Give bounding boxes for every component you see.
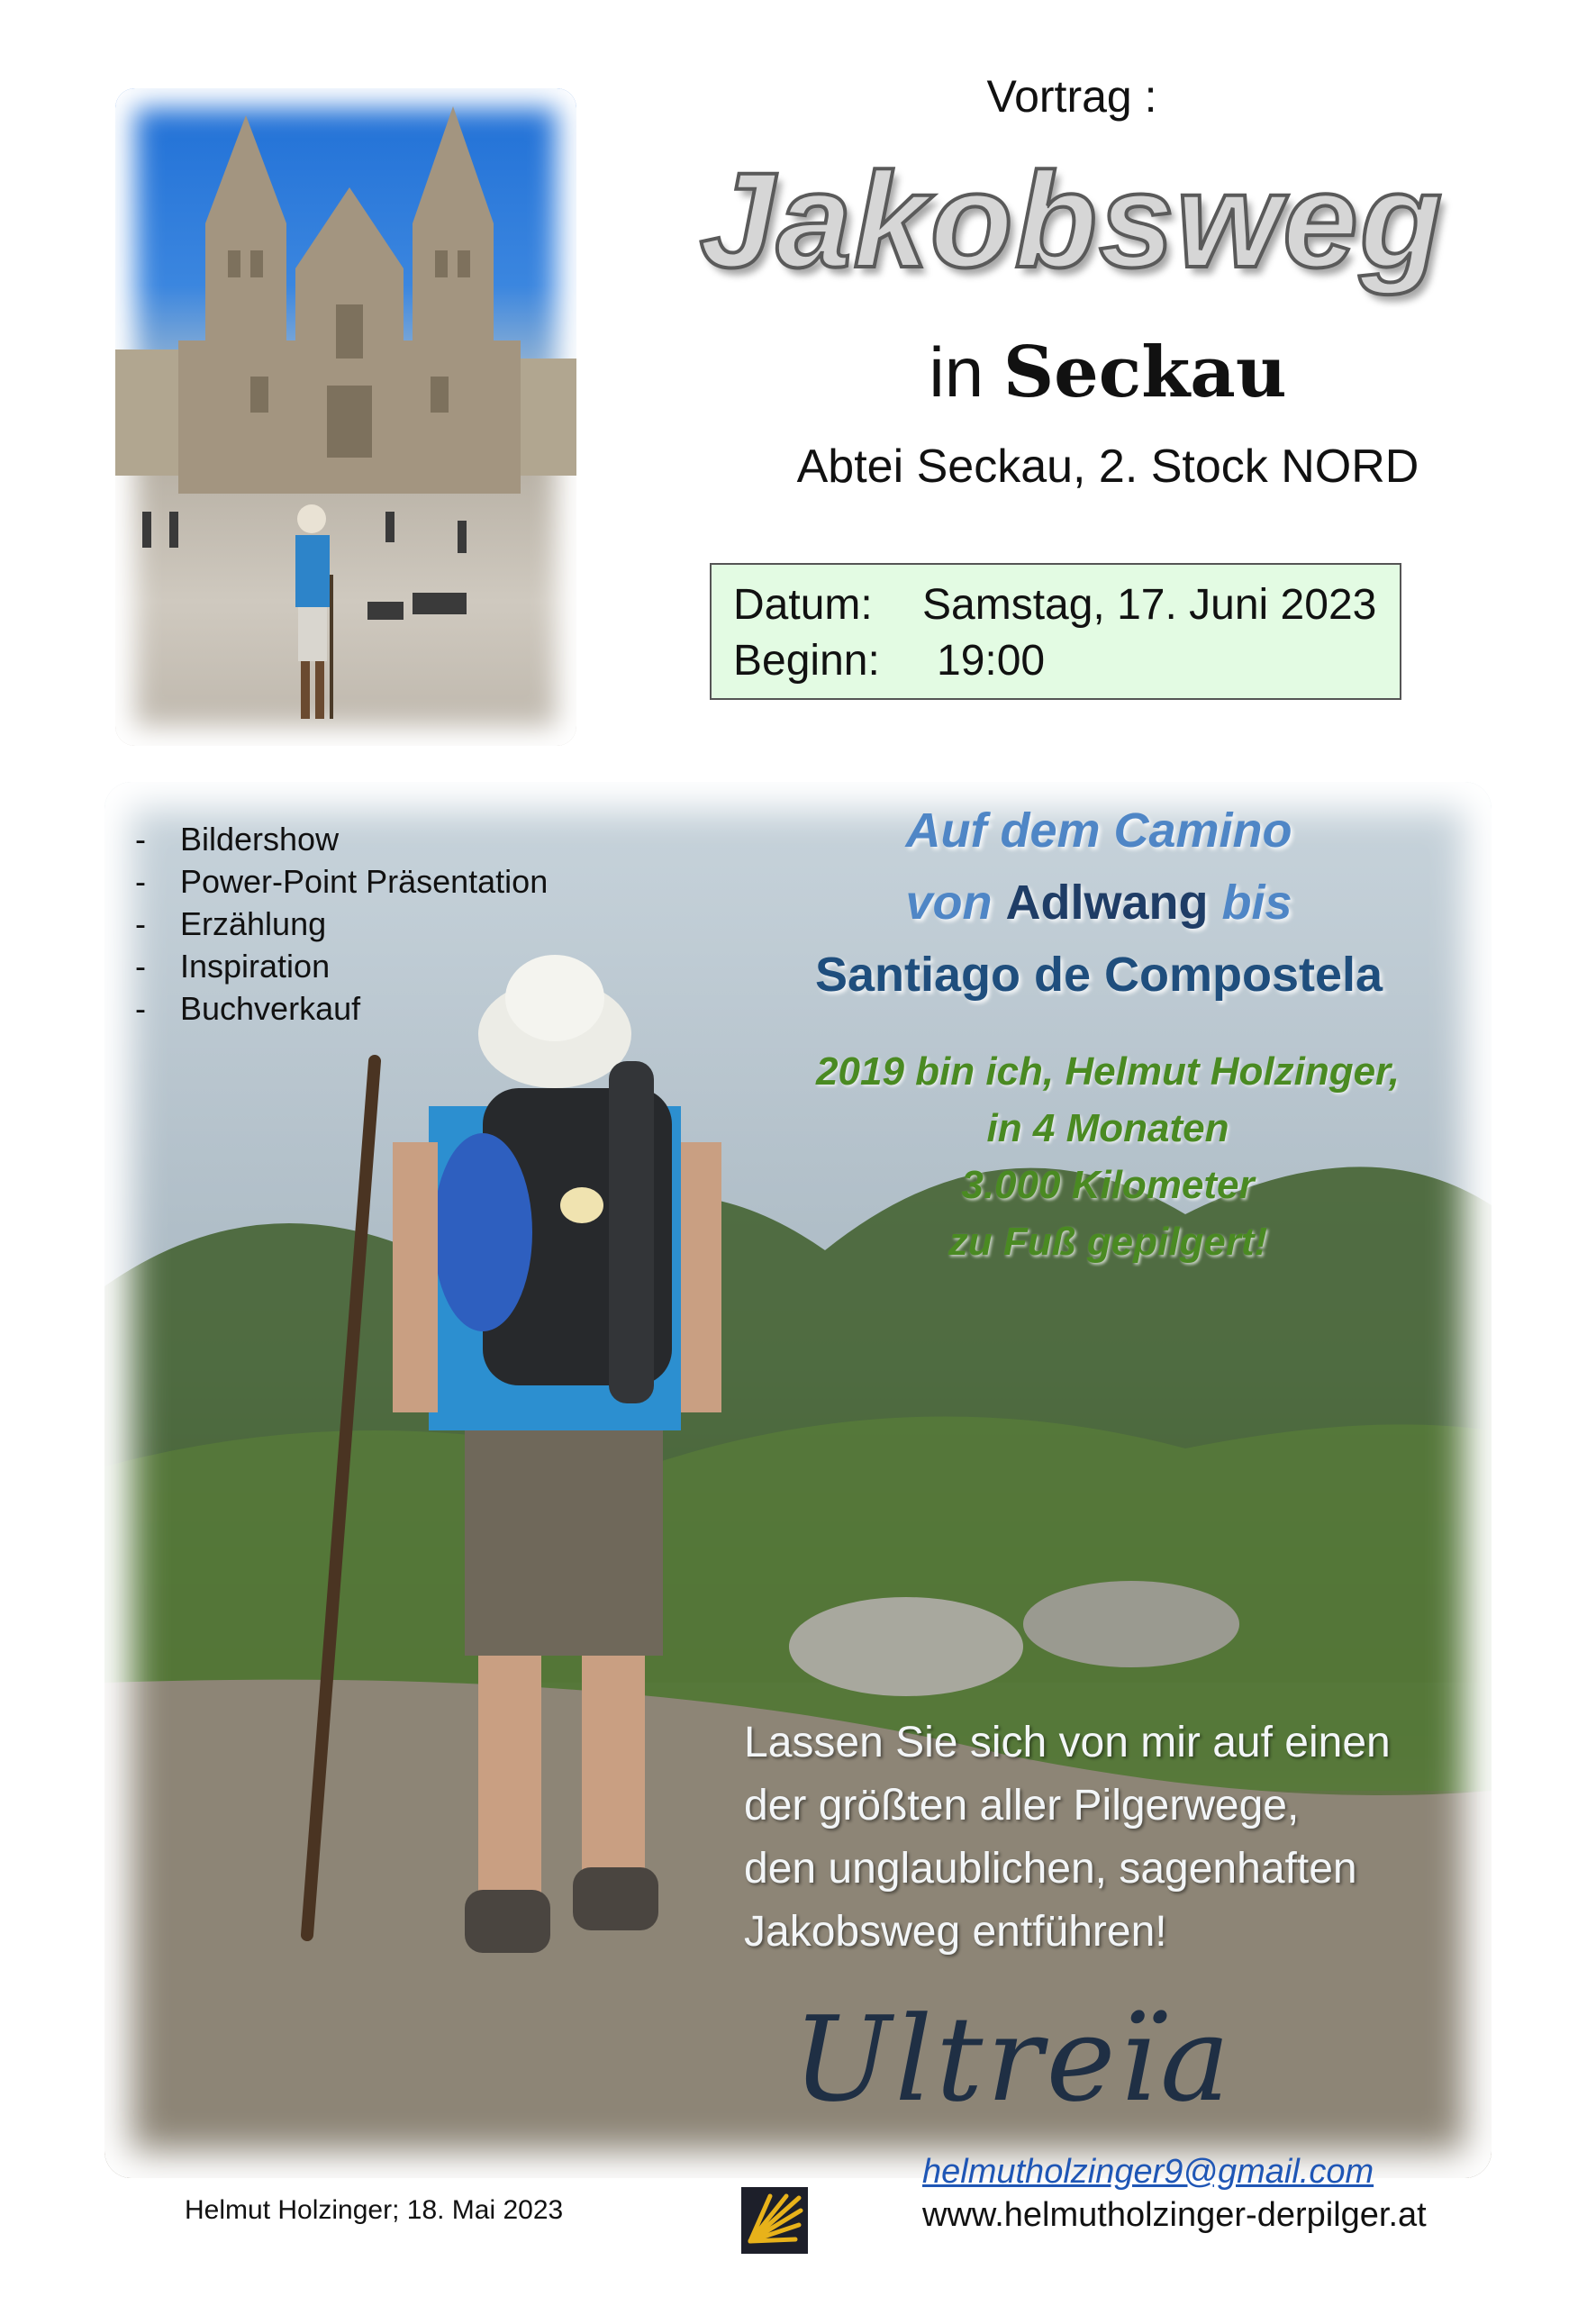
camino-von: von — [905, 876, 993, 930]
place-name: Seckau — [1002, 331, 1287, 413]
story-line-3: 3.000 Kilometer — [961, 1163, 1255, 1207]
list-item: - Erzählung — [135, 903, 548, 945]
story-line-2: in 4 Monaten — [986, 1106, 1229, 1150]
in-word: in — [929, 332, 984, 412]
list-item: - Inspiration — [135, 945, 548, 987]
date-row — [733, 577, 1378, 633]
camino-line-1: Auf dem Camino — [905, 803, 1292, 858]
location-line: Abtei Seckau, 2. Stock NORD — [796, 440, 1419, 493]
closing-greeting: Ultreïa — [793, 1991, 1234, 2128]
feature-list — [135, 818, 548, 1030]
venue-heading — [838, 331, 1378, 413]
invite-line-4: Jakobsweg entführen! — [744, 1908, 1167, 1956]
talk-kicker: Vortrag : — [986, 71, 1157, 122]
date-label: Datum: — [733, 581, 873, 629]
invite-line-2: der größten aller Pilgerwege, — [744, 1782, 1300, 1829]
author-credit: Helmut Holzinger; 18. Mai 2023 — [185, 2195, 564, 2225]
start-label: Beginn: — [733, 637, 880, 685]
page-title: Jakobsweg — [699, 144, 1445, 295]
email-link[interactable]: helmutholzinger9@gmail.com — [922, 2153, 1374, 2191]
camino-from: Adlwang — [1005, 876, 1209, 930]
camino-bis: bis — [1221, 876, 1292, 930]
invite-line-3: den unglaublichen, sagenhaften — [744, 1845, 1357, 1893]
invite-line-1: Lassen Sie sich von mir auf einen — [744, 1719, 1391, 1766]
camino-line-2 — [739, 867, 1459, 939]
list-item: - Buchverkauf — [135, 987, 548, 1030]
story-text — [775, 1043, 1441, 1270]
scallop-shell-icon — [741, 2187, 808, 2254]
cathedral-photo — [115, 88, 576, 746]
camino-line-3: Santiago de Compostela — [814, 948, 1383, 1002]
website-url[interactable]: www.helmutholzinger-derpilger.at — [922, 2196, 1427, 2234]
story-line-1: 2019 bin ich, Helmut Holzinger, — [816, 1049, 1400, 1094]
list-item: - Power-Point Präsentation — [135, 860, 548, 903]
invitation-text — [744, 1711, 1483, 1964]
story-line-4: zu Fuß gepilgert! — [948, 1220, 1268, 1264]
start-value: 19:00 — [937, 637, 1046, 685]
list-item: - Bildershow — [135, 818, 548, 860]
camino-heading — [739, 794, 1459, 1011]
event-details-box — [710, 563, 1401, 700]
start-row — [733, 633, 1378, 689]
date-value: Samstag, 17. Juni 2023 — [922, 581, 1377, 629]
